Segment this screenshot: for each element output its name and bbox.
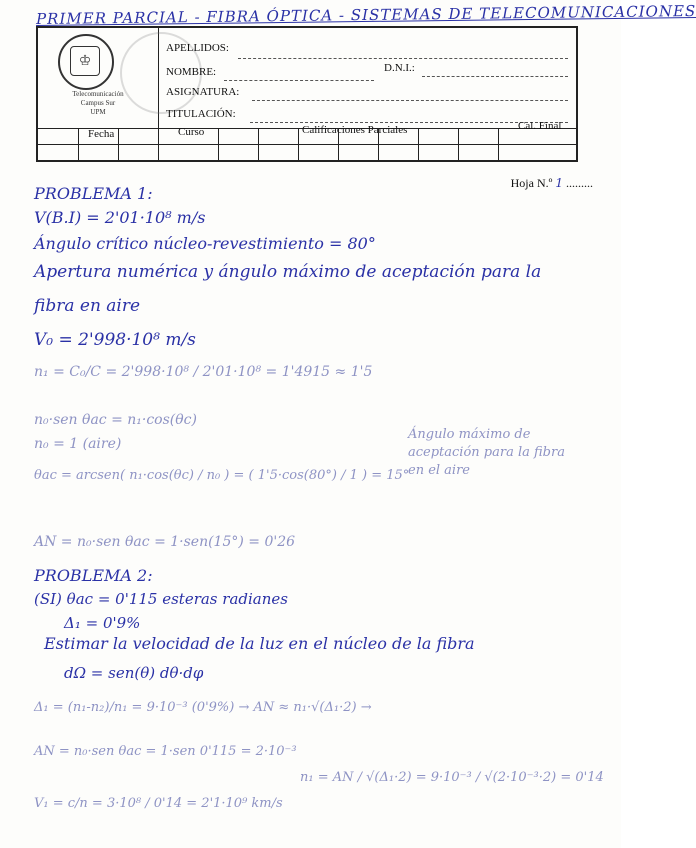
problem1-line-9: θac = arcsen( n₁·cos(θc) / n₀ ) = ( 1'5·cos(80°) / 1 ) = 15°	[34, 468, 410, 483]
logo-crest-icon: ♔	[70, 46, 100, 76]
problem1-note: Ángulo máximo de aceptación para la fibra en el aire	[408, 427, 565, 478]
problem1-line-6: n₁ = C₀/C = 2'998·10⁸ / 2'01·10⁸ = 1'4915 ≈ 1'5	[34, 364, 373, 380]
sheet-number-value: 1	[555, 176, 563, 190]
problem1-line-2: Ángulo crítico núcleo-revestimiento = 80°	[34, 234, 376, 253]
sheet-number: Hoja N.º 1 .........	[510, 176, 593, 190]
fecha-label: Fecha	[88, 128, 115, 140]
problem2-line-4: dΩ = sen(θ) dθ·dφ	[64, 664, 204, 682]
problem2-line-3: Estimar la velocidad de la luz en el núcleo de la fibra	[44, 634, 475, 653]
grid-divider	[418, 128, 419, 162]
problem2-line-8: V₁ = c/n = 3·10⁸ / 0'14 = 2'1·10⁹ km/s	[34, 796, 283, 811]
problem1-line-7: n₀·sen θac = n₁·cos(θc)	[34, 412, 197, 428]
grid-divider	[338, 128, 339, 162]
field-titulacion-label: TITULACIÓN:	[166, 108, 236, 120]
problem1-line-3: Apertura numérica y ángulo máximo de aceptación para la	[34, 262, 542, 282]
problem1-line-5: V₀ = 2'998·10⁸ m/s	[34, 330, 196, 350]
problem1-heading: PROBLEMA 1:	[34, 184, 153, 203]
exam-title: PRIMER PARCIAL - FIBRA ÓPTICA - SISTEMAS DE TELECOMUNICACIONES	[35, 1, 696, 29]
problem2-line-6: AN = n₀·sen θac = 1·sen 0'115 = 2·10⁻³	[34, 744, 297, 759]
calificaciones-label: Calificaciones Parciales	[302, 124, 408, 136]
field-apellidos-line	[238, 58, 568, 59]
grid-divider	[78, 128, 79, 162]
curso-label: Curso	[178, 126, 205, 138]
grid-divider	[258, 128, 259, 162]
header-grid-line	[38, 144, 576, 145]
problem2-line-2: Δ₁ = 0'9%	[64, 614, 141, 632]
sheet-number-label: Hoja N.º	[510, 176, 553, 190]
problem1-line-4: fibra en aire	[34, 296, 141, 316]
problem2-line-7: n₁ = AN / √(Δ₁·2) = 9·10⁻³ / √(2·10⁻³·2) = 0'14	[300, 770, 604, 785]
problem2-line-1: (SI) θac = 0'115 esteras radianes	[34, 590, 288, 608]
problem1-line-10: AN = n₀·sen θac = 1·sen(15°) = 0'26	[34, 534, 296, 550]
exam-header-form	[36, 26, 578, 162]
grid-divider	[158, 128, 159, 162]
problem2-line-5: Δ₁ = (n₁-n₂)/n₁ = 9·10⁻³ (0'9%) → AN ≈ n₁·√(Δ₁·2) →	[34, 700, 372, 715]
field-nombre-line	[224, 80, 374, 81]
problem1-line-8: n₀ = 1 (aire)	[34, 436, 122, 452]
field-nombre-label: NOMBRE:	[166, 66, 217, 78]
logo-text: Telecomunicación Campus Sur UPM	[72, 90, 124, 116]
cal-final-label: Cal. Final	[518, 120, 562, 132]
grid-divider	[378, 128, 379, 162]
grid-divider	[298, 128, 299, 162]
field-asignatura-line	[252, 100, 568, 101]
field-dni-line	[422, 76, 568, 77]
grid-divider	[118, 128, 119, 162]
field-asignatura-label: ASIGNATURA:	[166, 86, 240, 98]
field-dni-label: D.N.I.:	[384, 62, 415, 74]
grid-divider	[498, 128, 499, 162]
grid-divider	[218, 128, 219, 162]
problem1-line-1: V(B.I) = 2'01·10⁸ m/s	[34, 208, 206, 227]
grid-divider	[458, 128, 459, 162]
problem2-heading: PROBLEMA 2:	[34, 566, 153, 585]
field-apellidos-label: APELLIDOS:	[166, 42, 229, 54]
